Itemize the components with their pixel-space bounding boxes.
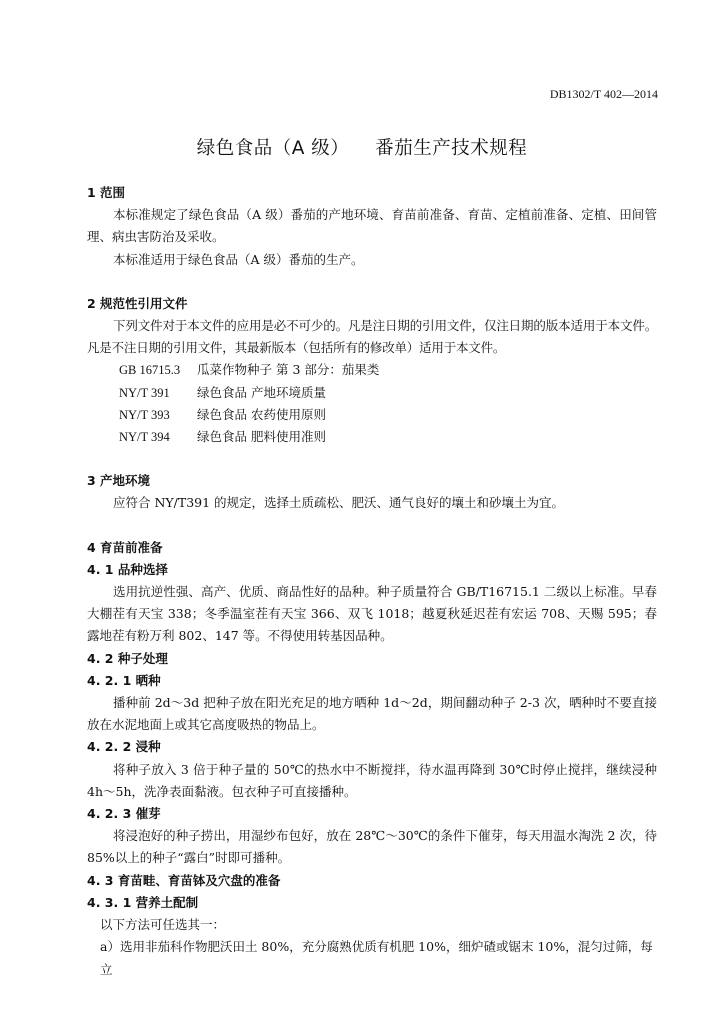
subsection-heading: 4. 2 种子处理: [87, 650, 168, 666]
title-part-2: 番茄生产技术规程: [375, 138, 528, 159]
reference-item: [87, 382, 657, 404]
paragraph: 应符合 NY/T391 的规定，选择土质疏松、肥沃、通气良好的壤土和砂壤土为宜。: [113, 495, 565, 511]
paragraph: 播种前 2d～3d 把种子放在阳光充足的地方晒种 1d～2d，期间翻动种子 2-3 次，晒种时不要直接放在水泥地面上或其它高度吸热的物品上。: [87, 695, 657, 733]
reference-code: NY/T 393: [119, 407, 170, 422]
reference-code: NY/T 391: [119, 385, 170, 400]
document-body: [87, 182, 657, 981]
reference-title: 绿色食品 产地环境质量: [197, 384, 326, 400]
section-heading-normative-references: 2 规范性引用文件: [87, 295, 188, 311]
title-part-1: 绿色食品（A 级）: [196, 138, 350, 159]
paragraph: 本标准适用于绿色食品（A 级）番茄的生产。: [113, 251, 364, 267]
reference-item: [87, 404, 657, 426]
reference-item: [87, 426, 657, 448]
document-title: [0, 134, 724, 160]
paragraph: 下列文件对于本文件的应用是必不可少的。凡是注日期的引用文件，仅注日期的版本适用于本文件。凡是不注日期的引用文件，其最新版本（包括所有的修改单）适用于本文件。: [87, 318, 657, 356]
subsection-heading: 4. 1 品种选择: [87, 561, 168, 577]
paragraph: 将浸泡好的种子捞出，用湿纱布包好，放在 28℃～30℃的条件下催芽，每天用温水淘洗 2 次，待 85%以上的种子“露白”时即可播种。: [87, 828, 657, 866]
subsection-heading: 4. 2. 2 浸种: [87, 739, 161, 755]
section-heading-pre-seedling-preparation: 4 育苗前准备: [87, 539, 163, 555]
reference-title: 绿色食品 农药使用原则: [197, 406, 326, 422]
reference-item: [87, 359, 657, 381]
paragraph: 以下方法可任选其一：: [100, 917, 226, 933]
subsection-heading: 4. 3 育苗畦、育苗钵及穴盘的准备: [87, 872, 281, 888]
reference-code: GB 16715.3: [119, 363, 181, 378]
subsection-heading: 4. 3. 1 营养土配制: [87, 894, 199, 910]
list-item: a）选用非茄科作物肥沃田土 80%，充分腐熟优质有机肥 10%，细炉碴或锯末 10%，混匀过筛，每立: [100, 939, 653, 977]
reference-title: 瓜菜作物种子 第 3 部分：茄果类: [197, 362, 380, 378]
paragraph: 选用抗逆性强、高产、优质、商品性好的品种。种子质量符合 GB/T16715.1 二级以上标准。早春大棚茬有天宝 338；冬季温室茬有天宝 366、双飞 1018；越夏秋延迟茬有宏运 708、天赐 595；春露地茬有粉万利 802、147 等。不得使用转基因品种。: [87, 584, 657, 644]
standard-code: DB1302/T 402—2014: [549, 87, 658, 101]
subsection-heading: 4. 2. 1 晒种: [87, 672, 161, 688]
paragraph: 本标准规定了绿色食品（A 级）番茄的产地环境、育苗前准备、育苗、定植前准备、定植、田间管理、病虫害防治及采收。: [87, 207, 657, 245]
section-heading-scope: 1 范围: [87, 185, 126, 200]
reference-title: 绿色食品 肥料使用准则: [197, 429, 326, 445]
reference-code: NY/T 394: [119, 430, 170, 445]
paragraph: 将种子放入 3 倍于种子量的 50℃的热水中不断搅拌，待水温再降到 30℃时停止搅拌，继续浸种 4h～5h，洗净表面黏液。包衣种子可直接播种。: [87, 761, 657, 799]
subsection-heading: 4. 2. 3 催芽: [87, 806, 161, 822]
section-heading-production-environment: 3 产地环境: [87, 473, 151, 489]
